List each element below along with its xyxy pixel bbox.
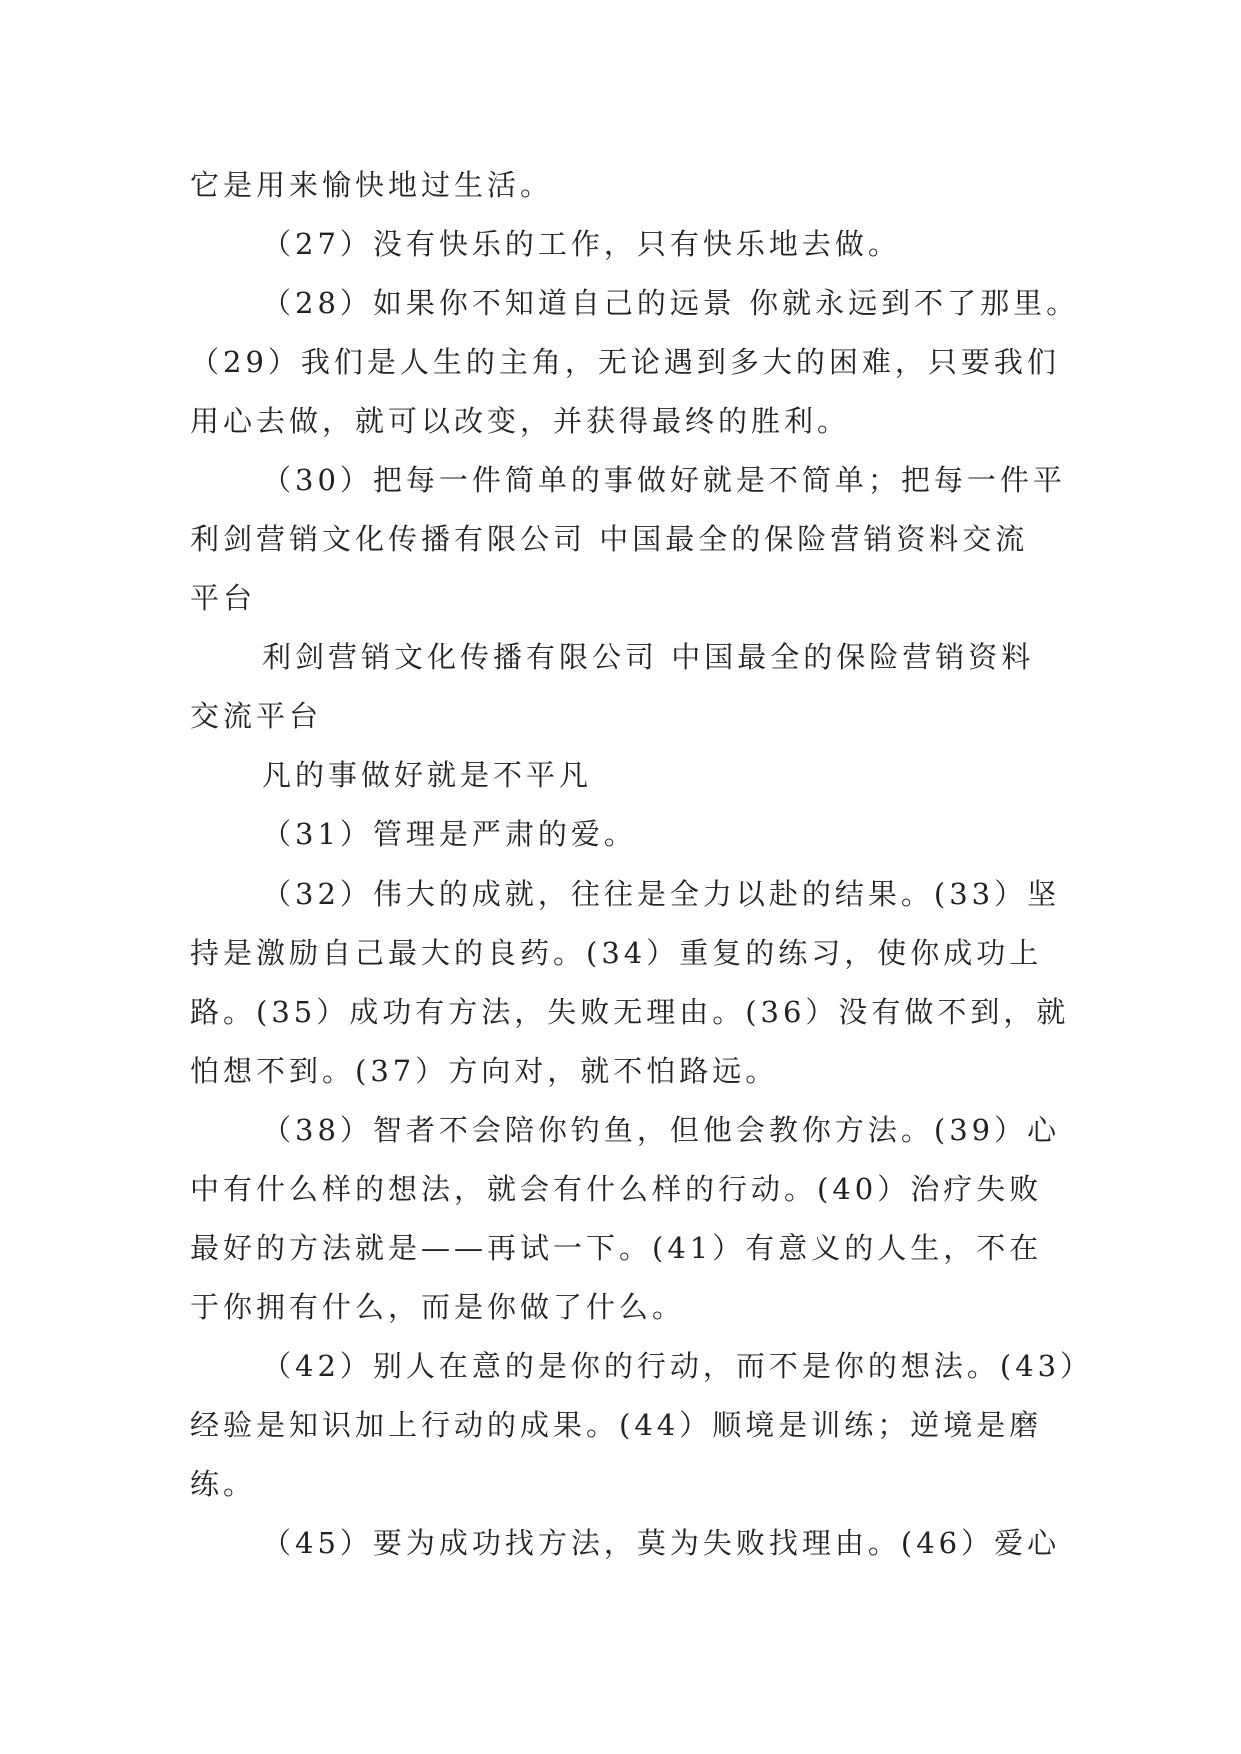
text-line: 怕想不到。(37）方向对，就不怕路远。 (190, 1054, 779, 1088)
text-line: 路。(35）成功有方法，失败无理由。(36）没有做不到，就 (190, 995, 1070, 1029)
text-line: 它是用来愉快地过生活。 (190, 168, 554, 202)
text-line: 平台 (190, 581, 257, 615)
text-line: 中有什么样的想法，就会有什么样的行动。(40）治疗失败 (190, 1172, 1043, 1206)
text-line: 持是激励自己最大的良药。(34）重复的练习，使你成功上 (190, 936, 1043, 970)
text-line: 凡的事做好就是不平凡 (262, 758, 593, 792)
text-line: （38）智者不会陪你钓鱼，但他会教你方法。(39）心 (262, 1113, 1061, 1147)
text-line: （30）把每一件简单的事做好就是不简单；把每一件平 (262, 463, 1066, 497)
text-line: （42）别人在意的是你的行动，而不是你的想法。(43） (262, 1349, 1094, 1383)
text-line: （27）没有快乐的工作，只有快乐地去做。 (262, 227, 901, 261)
text-line: （31）管理是严肃的爱。 (262, 817, 637, 851)
text-line: 于你拥有什么，而是你做了什么。 (190, 1290, 686, 1324)
text-line: 交流平台 (190, 699, 323, 733)
text-line: （29）我们是人生的主角，无论遇到多大的困难，只要我们 (190, 345, 1060, 379)
text-line: （45）要为成功找方法，莫为失败找理由。(46）爱心 (262, 1526, 1061, 1560)
text-line: 用心去做，就可以改变，并获得最终的胜利。 (190, 404, 851, 438)
text-line: （28）如果你不知道自己的远景 你就永远到不了那里。 (262, 286, 1080, 320)
text-line: （32）伟大的成就，往往是全力以赴的结果。(33）坚 (262, 877, 1061, 911)
text-line: 练。 (190, 1467, 257, 1501)
text-line: 利剑营销文化传播有限公司 中国最全的保险营销资料交流 (190, 522, 1029, 556)
text-line: 利剑营销文化传播有限公司 中国最全的保险营销资料 (262, 640, 1035, 674)
text-line: 经验是知识加上行动的成果。(44）顺境是训练；逆境是磨 (190, 1408, 1043, 1442)
text-line: 最好的方法就是——再试一下。(41）有意义的人生，不在 (190, 1231, 1043, 1265)
